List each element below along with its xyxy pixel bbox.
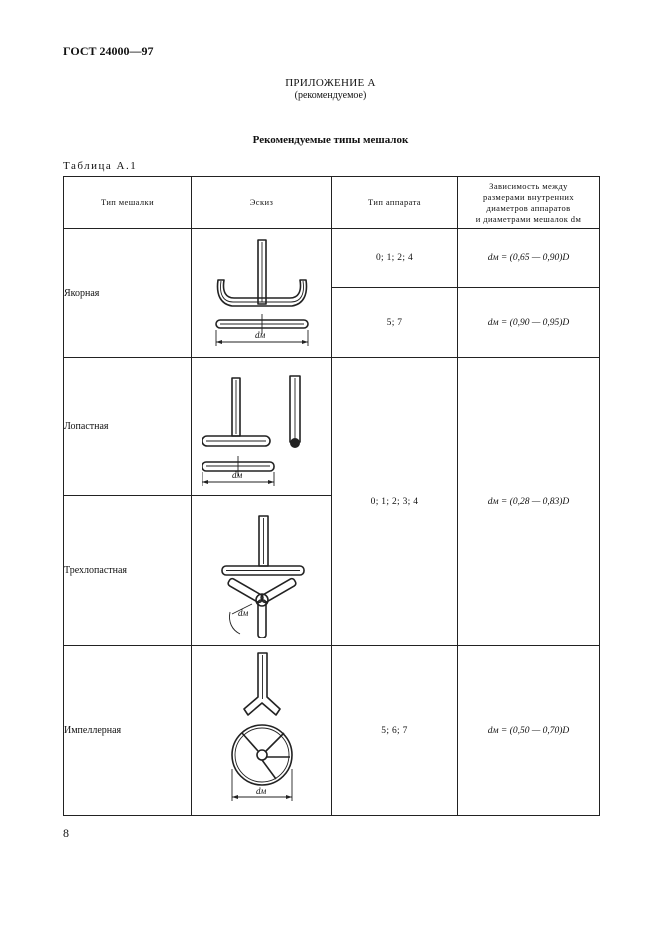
header-apparatus: Тип аппарата	[332, 177, 458, 229]
page-number: 8	[63, 826, 69, 840]
sketch-label-dm: dм	[237, 607, 248, 618]
sketch-impeller	[192, 646, 332, 816]
annex-subtitle: (рекомендуемое)	[294, 90, 367, 101]
sketch-three-blade	[192, 496, 332, 646]
table-heading: Рекомендуемые типы мешалок	[252, 134, 409, 146]
row-name-paddle: Лопастная	[64, 358, 192, 496]
annex-title: ПРИЛОЖЕНИЕ А	[285, 77, 376, 89]
sketch-paddle	[192, 358, 332, 496]
table-label: Таблица А.1	[63, 160, 138, 172]
table-row	[64, 229, 600, 288]
impeller-mixer-sketch	[202, 649, 322, 813]
row-name-impeller: Импеллерная	[64, 646, 192, 816]
dependence-impeller: dм = (0,50 — 0,70)D	[458, 646, 600, 816]
dependence-paddle-three-blade: dм = (0,28 — 0,83)D	[458, 358, 600, 646]
standard-code: ГОСТ 24000—97	[63, 44, 154, 58]
table-row	[64, 358, 600, 496]
mixer-types-table	[63, 176, 600, 816]
header-dependence: Зависимость между размерами внутренних диаметров аппаратов и диаметрами мешалок dм	[458, 177, 600, 229]
three-blade-mixer-sketch	[202, 504, 322, 638]
header-type: Тип мешалки	[64, 177, 192, 229]
apparatus-impeller: 5; 6; 7	[332, 646, 458, 816]
sketch-label-dm: dм	[255, 785, 266, 796]
anchor-mixer-sketch	[202, 234, 322, 352]
dependence-anchor-a: dм = (0,65 — 0,90)D	[458, 229, 600, 288]
sketch-anchor	[192, 229, 332, 358]
apparatus-paddle-three-blade: 0; 1; 2; 3; 4	[332, 358, 458, 646]
dependence-anchor-b: dм = (0,90 — 0,95)D	[458, 288, 600, 358]
table-row	[64, 646, 600, 816]
row-name-three-blade: Трехлопастная	[64, 496, 192, 646]
apparatus-anchor-b: 5; 7	[332, 288, 458, 358]
paddle-mixer-sketch	[202, 364, 322, 490]
header-sketch: Эскиз	[192, 177, 332, 229]
sketch-label-dm: dм	[231, 469, 242, 480]
table-header-row	[64, 177, 600, 229]
apparatus-anchor-a: 0; 1; 2; 4	[332, 229, 458, 288]
sketch-label-dm: dм	[254, 330, 265, 340]
row-name-anchor: Якорная	[64, 229, 192, 358]
